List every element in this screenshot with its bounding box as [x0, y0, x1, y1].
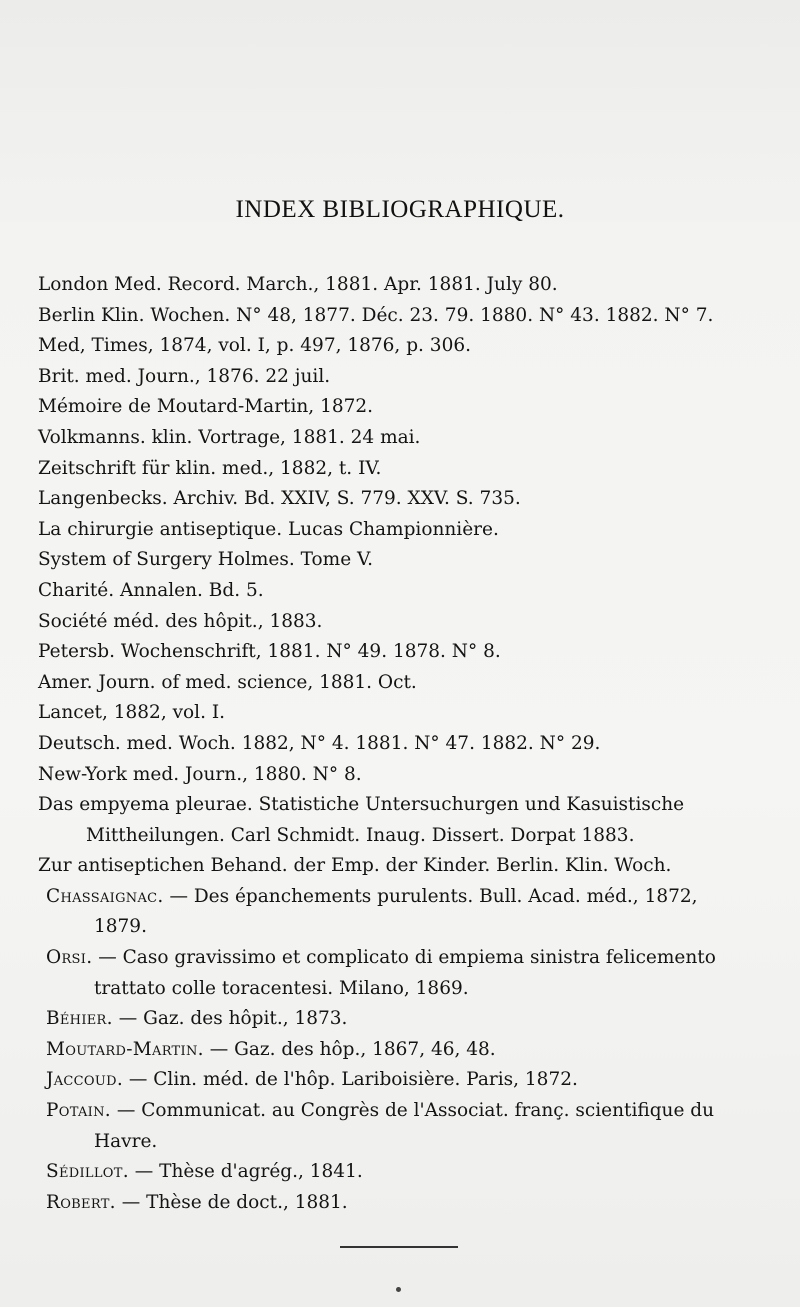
entry-text: System of Surgery Holmes. Tome V.: [38, 549, 374, 571]
entry-text: Langenbecks. Archiv. Bd. XXIV, S. 779. XXV. S. 735.: [38, 488, 521, 510]
bibliography-entry: [38, 1065, 773, 1096]
bibliography-entry: [38, 1188, 773, 1219]
entry-author: Moutard-Martin.: [46, 1038, 204, 1060]
entry-text: La chirurgie antiseptique. Lucas Championnière.: [38, 518, 499, 540]
entry-author: Chassaignac.: [46, 885, 164, 907]
entry-author: Potain.: [46, 1100, 111, 1122]
end-rule-divider: [340, 1246, 458, 1248]
entry-text: Brit. med. Journ., 1876. 22 juil.: [38, 365, 331, 387]
bibliography-entry: [38, 943, 773, 1004]
entry-text: Lancet, 1882, vol. I.: [38, 702, 226, 724]
bibliography-entry: [38, 270, 773, 301]
entry-continuation: 1879.: [94, 916, 147, 938]
entry-continuation: Mittheilungen. Carl Schmidt. Inaug. Dissert. Dorpat 1883.: [86, 824, 635, 846]
bibliography-entry: [38, 790, 773, 851]
entry-text: Zur antiseptichen Behand. der Emp. der Kinder. Berlin. Klin. Woch.: [38, 855, 672, 877]
entry-text: London Med. Record. March., 1881. Apr. 1881. July 80.: [38, 274, 558, 295]
bottom-dot-mark: [396, 1287, 401, 1292]
entry-text: — Caso gravissimo et complicato di empiema sinistra felicemento: [92, 947, 716, 969]
bibliography-entry: [38, 301, 773, 332]
entry-author: Orsi.: [46, 947, 93, 969]
bibliography-entry: [38, 637, 773, 668]
bibliography-entry: [38, 668, 773, 699]
entry-text: Charité. Annalen. Bd. 5.: [38, 579, 264, 601]
entry-author: Robert.: [46, 1191, 116, 1213]
entry-text: New-York med. Journ., 1880. N° 8.: [38, 763, 362, 785]
entry-text: Berlin Klin. Wochen. N° 48, 1877. Déc. 23. 79. 1880. N° 43. 1882. N° 7.: [38, 304, 714, 326]
bibliography-entry: [38, 698, 773, 729]
bibliography-entry: [38, 851, 773, 882]
bibliography-entry: [38, 882, 773, 943]
entry-text: — Gaz. des hôpit., 1873.: [112, 1008, 348, 1030]
bibliography-entry: [38, 484, 773, 515]
bibliography-entry: [38, 1157, 773, 1188]
entry-text: Société méd. des hôpit., 1883.: [38, 610, 323, 632]
bibliography-list: [38, 270, 773, 1218]
entry-continuation: Havre.: [94, 1130, 158, 1152]
bibliography-entry: [38, 760, 773, 791]
page-title: INDEX BIBLIOGRAPHIQUE.: [235, 196, 565, 223]
bibliography-entry: [38, 362, 773, 393]
bibliography-entry: [38, 331, 773, 362]
bibliography-entry: [38, 576, 773, 607]
bibliography-entry: [38, 545, 773, 576]
entry-text: Deutsch. med. Woch. 1882, N° 4. 1881. N° 47. 1882. N° 29.: [38, 732, 601, 754]
bibliography-entry: [38, 729, 773, 760]
entry-text: Zeitschrift für klin. med., 1882, t. IV.: [38, 457, 382, 479]
entry-text: — Thèse d'agrég., 1841.: [128, 1161, 363, 1183]
entry-text: Med, Times, 1874, vol. I, p. 497, 1876, p. 306.: [38, 335, 471, 357]
entry-text: Amer. Journ. of med. science, 1881. Oct.: [38, 671, 417, 693]
entry-text: — Gaz. des hôp., 1867, 46, 48.: [203, 1038, 496, 1060]
bibliography-entry: [38, 1004, 773, 1035]
bibliography-entry: [38, 1096, 773, 1157]
entry-text: Das empyema pleurae. Statistiche Untersuchurgen und Kasuistische: [38, 794, 685, 816]
entry-text: — Clin. méd. de l'hôp. Lariboisière. Paris, 1872.: [123, 1069, 578, 1091]
bibliography-entry: [38, 423, 773, 454]
entry-author: Jaccoud.: [46, 1069, 124, 1091]
bibliography-entry: [38, 454, 773, 485]
entry-text: — Thèse de doct., 1881.: [115, 1191, 348, 1213]
entry-text: — Communicat. au Congrès de l'Associat. franç. scientifique du: [110, 1100, 715, 1122]
entry-continuation: trattato colle toracentesi. Milano, 1869.: [94, 977, 469, 999]
bibliography-entry: [38, 1035, 773, 1066]
entry-text: Petersb. Wochenschrift, 1881. N° 49. 1878. N° 8.: [38, 641, 501, 663]
bibliography-entry: [38, 607, 773, 638]
entry-author: Sédillot.: [46, 1161, 129, 1183]
entry-author: Béhier.: [46, 1008, 113, 1030]
entry-text: — Des épanchements purulents. Bull. Acad. méd., 1872,: [163, 885, 698, 907]
bibliography-entry: [38, 392, 773, 423]
bibliography-entry: [38, 515, 773, 546]
entry-text: Mémoire de Moutard-Martin, 1872.: [38, 396, 374, 418]
entry-text: Volkmanns. klin. Vortrage, 1881. 24 mai.: [38, 426, 421, 448]
